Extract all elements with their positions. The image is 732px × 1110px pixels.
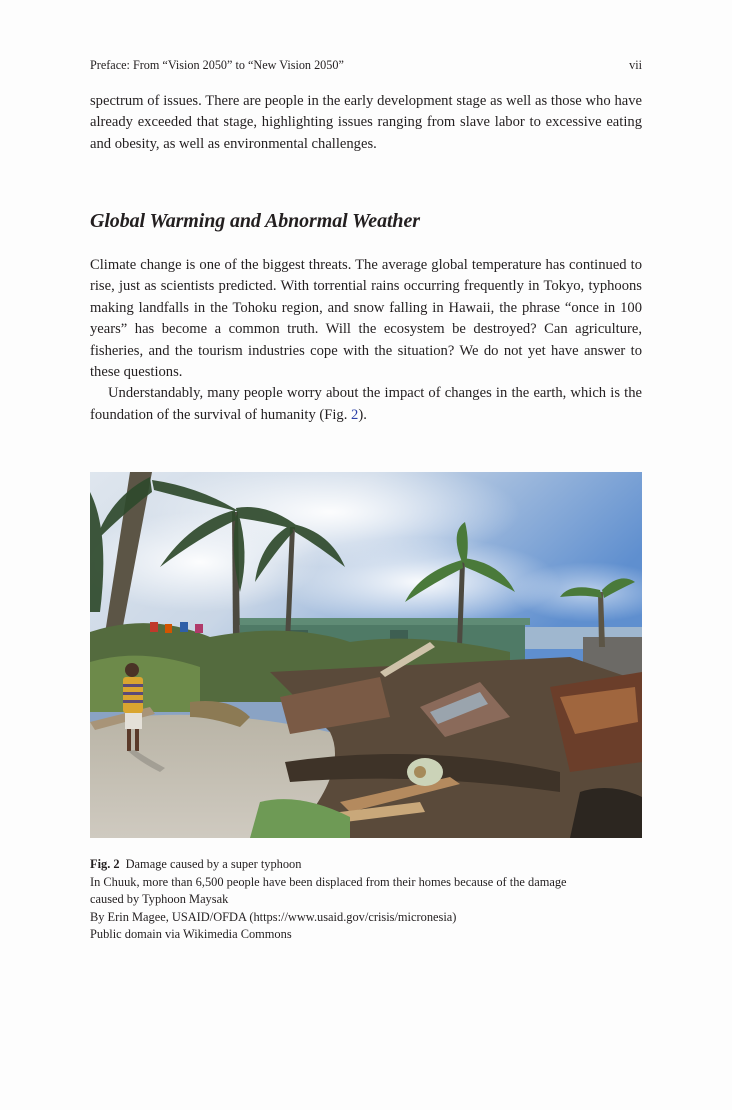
intro-paragraph-text: spectrum of issues. There are people in the early development stage as well as those who have already exceeded that stage, highlighting issues ranging from slave labor to excessive eating and obesity, as well as environmental challenges. — [90, 93, 642, 152]
section-heading: Global Warming and Abnormal Weather — [90, 210, 420, 232]
body-paragraph-2-text: Understandably, many people worry about the impact of changes in the earth, which is the foundation of the survival of humanity (Fig. — [90, 385, 642, 423]
typhoon-damage-photo — [90, 472, 642, 838]
caption-license-line: Public domain via Wikimedia Commons — [90, 927, 292, 942]
section-body — [90, 255, 642, 426]
caption-title-line — [90, 856, 642, 874]
intro-paragraph — [90, 91, 642, 155]
body-paragraph-2-tail: ). — [358, 406, 367, 423]
caption-line: caused by Typhoon Maysak — [90, 892, 229, 907]
figure-caption — [90, 856, 642, 944]
figure-photo — [90, 472, 642, 838]
page-number: vii — [629, 58, 642, 72]
running-head-title: Preface: From “Vision 2050” to “New Vision 2050” — [90, 58, 344, 72]
caption-line: In Chuuk, more than 6,500 people have been displaced from their homes because of the damage — [90, 874, 567, 889]
running-head — [90, 58, 642, 73]
figure-title: Damage caused by a super typhoon — [125, 857, 302, 871]
figure-reference-link[interactable]: 2 — [351, 406, 359, 423]
caption-credit-line: By Erin Magee, USAID/OFDA (https://www.usaid.gov/crisis/micronesia) — [90, 909, 457, 924]
figure-label: Fig. 2 — [90, 857, 120, 871]
body-paragraph-2 — [90, 383, 642, 426]
body-paragraph-1: Climate change is one of the biggest threats. The average global temperature has continued to rise, just as scientists predicted. With torrential rains occurring frequently in Tokyo, typhoons making landfalls in the Tohoku region, and snow falling in Hawaii, the phrase “once in 100 years” has become a common truth. Will the ecosystem be destroyed? Can agriculture, fisheries, and the tourism industries cope with the situation? We do not yet have answer to these questions. — [90, 257, 642, 381]
